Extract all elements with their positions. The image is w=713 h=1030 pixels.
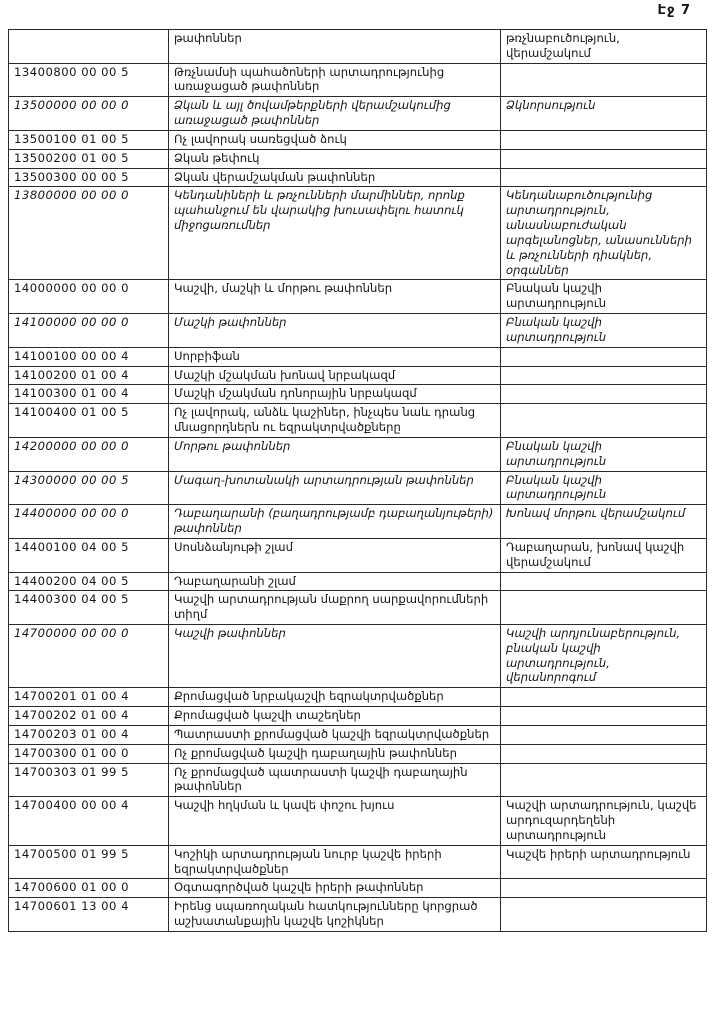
waste-code-cell: 14000000 00 00 0 bbox=[9, 280, 169, 314]
table-row bbox=[9, 725, 707, 744]
waste-description-cell: Կոշիկի արտադրության նուրբ կաշվե իրերի եզրակտրվածքներ bbox=[169, 845, 501, 879]
table-row bbox=[9, 187, 707, 280]
waste-source-cell bbox=[501, 879, 707, 898]
waste-source-cell: թռչնաբուծություն, վերամշակում bbox=[501, 30, 707, 64]
table-row bbox=[9, 471, 707, 505]
waste-code-cell: 14400300 04 00 5 bbox=[9, 591, 169, 625]
table-row bbox=[9, 168, 707, 187]
waste-source-cell: Բնական կաշվի արտադրություն bbox=[501, 471, 707, 505]
waste-code-cell: 14100400 01 00 5 bbox=[9, 404, 169, 438]
waste-description-cell: Կաշվի թափոններ bbox=[169, 624, 501, 687]
table-row bbox=[9, 763, 707, 797]
waste-source-cell: Կենդանաբուծությունից արտադրություն, անասնաբուժական արգելանոցներ, անասունների և թռչունների դիակներ, օրգաններ bbox=[501, 187, 707, 280]
waste-code-cell: 13500200 01 00 5 bbox=[9, 149, 169, 168]
waste-code-cell: 14700201 01 00 4 bbox=[9, 688, 169, 707]
table-row bbox=[9, 797, 707, 845]
table-row bbox=[9, 505, 707, 539]
waste-code-cell: 14100300 01 00 4 bbox=[9, 385, 169, 404]
table-row bbox=[9, 898, 707, 932]
waste-description-cell: Մաշկի մշակման դոնորային նրբակազմ bbox=[169, 385, 501, 404]
waste-code-cell: 14400200 04 00 5 bbox=[9, 572, 169, 591]
waste-source-cell bbox=[501, 688, 707, 707]
waste-code-cell: 14100200 01 00 4 bbox=[9, 366, 169, 385]
waste-code-cell bbox=[9, 30, 169, 64]
table-row bbox=[9, 437, 707, 471]
waste-description-cell: Դաբաղարանի շլամ bbox=[169, 572, 501, 591]
waste-source-cell bbox=[501, 366, 707, 385]
table-row bbox=[9, 63, 707, 97]
table-row bbox=[9, 149, 707, 168]
waste-code-cell: 14700303 01 99 5 bbox=[9, 763, 169, 797]
page-number: Էջ 7 bbox=[657, 3, 691, 18]
waste-source-cell bbox=[501, 763, 707, 797]
waste-description-cell: Մաշկի թափոններ bbox=[169, 314, 501, 348]
waste-description-cell: Ձկան թեփուկ bbox=[169, 149, 501, 168]
waste-description-cell: Ոչ լավորակ, անձև կաշիներ, ինչպես նաև դրանց մնացորդներն ու եզրակտրվածքները bbox=[169, 404, 501, 438]
waste-code-cell: 14400100 04 00 5 bbox=[9, 538, 169, 572]
table-row bbox=[9, 707, 707, 726]
waste-description-cell: Քրոմացված նրբակաշվի եզրակտրվածքներ bbox=[169, 688, 501, 707]
waste-code-cell: 13800000 00 00 0 bbox=[9, 187, 169, 280]
waste-description-cell: Դաբաղարանի (բաղադրությամբ դաբաղանյութերի) թափոններ bbox=[169, 505, 501, 539]
waste-code-cell: 14100000 00 00 0 bbox=[9, 314, 169, 348]
table-row bbox=[9, 130, 707, 149]
waste-source-cell: Ձկնորսություն bbox=[501, 97, 707, 131]
waste-source-cell bbox=[501, 168, 707, 187]
waste-source-cell bbox=[501, 385, 707, 404]
waste-code-cell: 13500000 00 00 0 bbox=[9, 97, 169, 131]
waste-source-cell bbox=[501, 130, 707, 149]
table-row bbox=[9, 385, 707, 404]
waste-code-cell: 13400800 00 00 5 bbox=[9, 63, 169, 97]
waste-source-cell: Խոնավ մորթու վերամշակում bbox=[501, 505, 707, 539]
waste-description-cell: Ոչ քրոմացված կաշվի դաբաղային թափոններ bbox=[169, 744, 501, 763]
table-row bbox=[9, 30, 707, 64]
table-row bbox=[9, 280, 707, 314]
waste-code-cell: 14400000 00 00 0 bbox=[9, 505, 169, 539]
table-body bbox=[9, 30, 707, 932]
waste-description-cell: Մաշկի մշակման խոնավ նրբակազմ bbox=[169, 366, 501, 385]
waste-code-cell: 14700202 01 00 4 bbox=[9, 707, 169, 726]
table-row bbox=[9, 366, 707, 385]
waste-source-cell bbox=[501, 744, 707, 763]
waste-source-cell bbox=[501, 707, 707, 726]
waste-code-cell: 14700300 01 00 0 bbox=[9, 744, 169, 763]
waste-description-cell: Մագաղ-խոտանակի արտադրության թափոններ bbox=[169, 471, 501, 505]
waste-code-cell: 14700601 13 00 4 bbox=[9, 898, 169, 932]
waste-description-cell: Կենդանիների և թռչունների մարմիններ, որոնք պահանջում են վարակից խուսափելու հատուկ միջոցառումներ bbox=[169, 187, 501, 280]
waste-code-cell: 14700500 01 99 5 bbox=[9, 845, 169, 879]
waste-description-cell: Օգտագործված կաշվե իրերի թափոններ bbox=[169, 879, 501, 898]
waste-source-cell bbox=[501, 63, 707, 97]
table-row bbox=[9, 624, 707, 687]
table-row bbox=[9, 538, 707, 572]
waste-source-cell: Կաշվի արդյունաբերություն, բնական կաշվի արտադրություն, վերանորոգում bbox=[501, 624, 707, 687]
waste-code-cell: 14700203 01 00 4 bbox=[9, 725, 169, 744]
waste-code-cell: 14100100 00 00 4 bbox=[9, 347, 169, 366]
waste-code-cell: 13500100 01 00 5 bbox=[9, 130, 169, 149]
waste-description-cell: Կաշվի հղկման և կավե փոշու խյուս bbox=[169, 797, 501, 845]
waste-classification-table bbox=[8, 29, 707, 932]
waste-source-cell bbox=[501, 898, 707, 932]
waste-description-cell: Կաշվի արտադրության մաքրող սարքավորումների տիղմ bbox=[169, 591, 501, 625]
waste-code-cell: 14700400 00 00 4 bbox=[9, 797, 169, 845]
waste-description-cell: Սորբիֆան bbox=[169, 347, 501, 366]
waste-description-cell: Ոչ լավորակ սառեցված ձուկ bbox=[169, 130, 501, 149]
waste-description-cell: Թռչնամսի պահածոների արտադրությունից առաջացած թափոններ bbox=[169, 63, 501, 97]
table-row bbox=[9, 97, 707, 131]
waste-description-cell: Պատրաստի քրոմացված կաշվի եզրակտրվածքներ bbox=[169, 725, 501, 744]
table-row bbox=[9, 572, 707, 591]
table-row bbox=[9, 347, 707, 366]
table-row bbox=[9, 314, 707, 348]
waste-source-cell bbox=[501, 404, 707, 438]
table-row bbox=[9, 744, 707, 763]
waste-description-cell: Կաշվի, մաշկի և մորթու թափոններ bbox=[169, 280, 501, 314]
waste-source-cell bbox=[501, 591, 707, 625]
waste-code-cell: 14200000 00 00 0 bbox=[9, 437, 169, 471]
waste-description-cell: Քրոմացված կաշվի տաշեղներ bbox=[169, 707, 501, 726]
table-row bbox=[9, 879, 707, 898]
waste-source-cell: Բնական կաշվի արտադրություն bbox=[501, 314, 707, 348]
waste-code-cell: 14700600 01 00 0 bbox=[9, 879, 169, 898]
waste-description-cell: Ոչ քրոմացված պատրաստի կաշվի դաբաղային թափոններ bbox=[169, 763, 501, 797]
waste-source-cell: Բնական կաշվի արտադրություն bbox=[501, 280, 707, 314]
waste-description-cell: Իրենց սպառողական հատկությունները կորցրած աշխատանքային կաշվե կոշիկներ bbox=[169, 898, 501, 932]
waste-source-cell: Կաշվի արտադրություն, կաշվե արդուզարդեղենի արտադրություն bbox=[501, 797, 707, 845]
waste-code-cell: 14300000 00 00 5 bbox=[9, 471, 169, 505]
table-row bbox=[9, 404, 707, 438]
waste-description-cell: Ձկան վերամշակման թափոններ bbox=[169, 168, 501, 187]
waste-source-cell: Դաբաղարան, խոնավ կաշվի վերամշակում bbox=[501, 538, 707, 572]
waste-source-cell bbox=[501, 725, 707, 744]
waste-description-cell: Ձկան և այլ ծովամթերքների վերամշակումից առաջացած թափոններ bbox=[169, 97, 501, 131]
waste-description-cell: Սոսնձանյութի շլամ bbox=[169, 538, 501, 572]
table-row bbox=[9, 845, 707, 879]
waste-code-cell: 13500300 00 00 5 bbox=[9, 168, 169, 187]
waste-source-cell bbox=[501, 149, 707, 168]
waste-description-cell: թափոններ bbox=[169, 30, 501, 64]
waste-description-cell: Մորթու թափոններ bbox=[169, 437, 501, 471]
waste-source-cell: Կաշվե իրերի արտադրություն bbox=[501, 845, 707, 879]
waste-code-cell: 14700000 00 00 0 bbox=[9, 624, 169, 687]
waste-source-cell: Բնական կաշվի արտադրություն bbox=[501, 437, 707, 471]
table-row bbox=[9, 591, 707, 625]
waste-source-cell bbox=[501, 347, 707, 366]
table-row bbox=[9, 688, 707, 707]
waste-source-cell bbox=[501, 572, 707, 591]
